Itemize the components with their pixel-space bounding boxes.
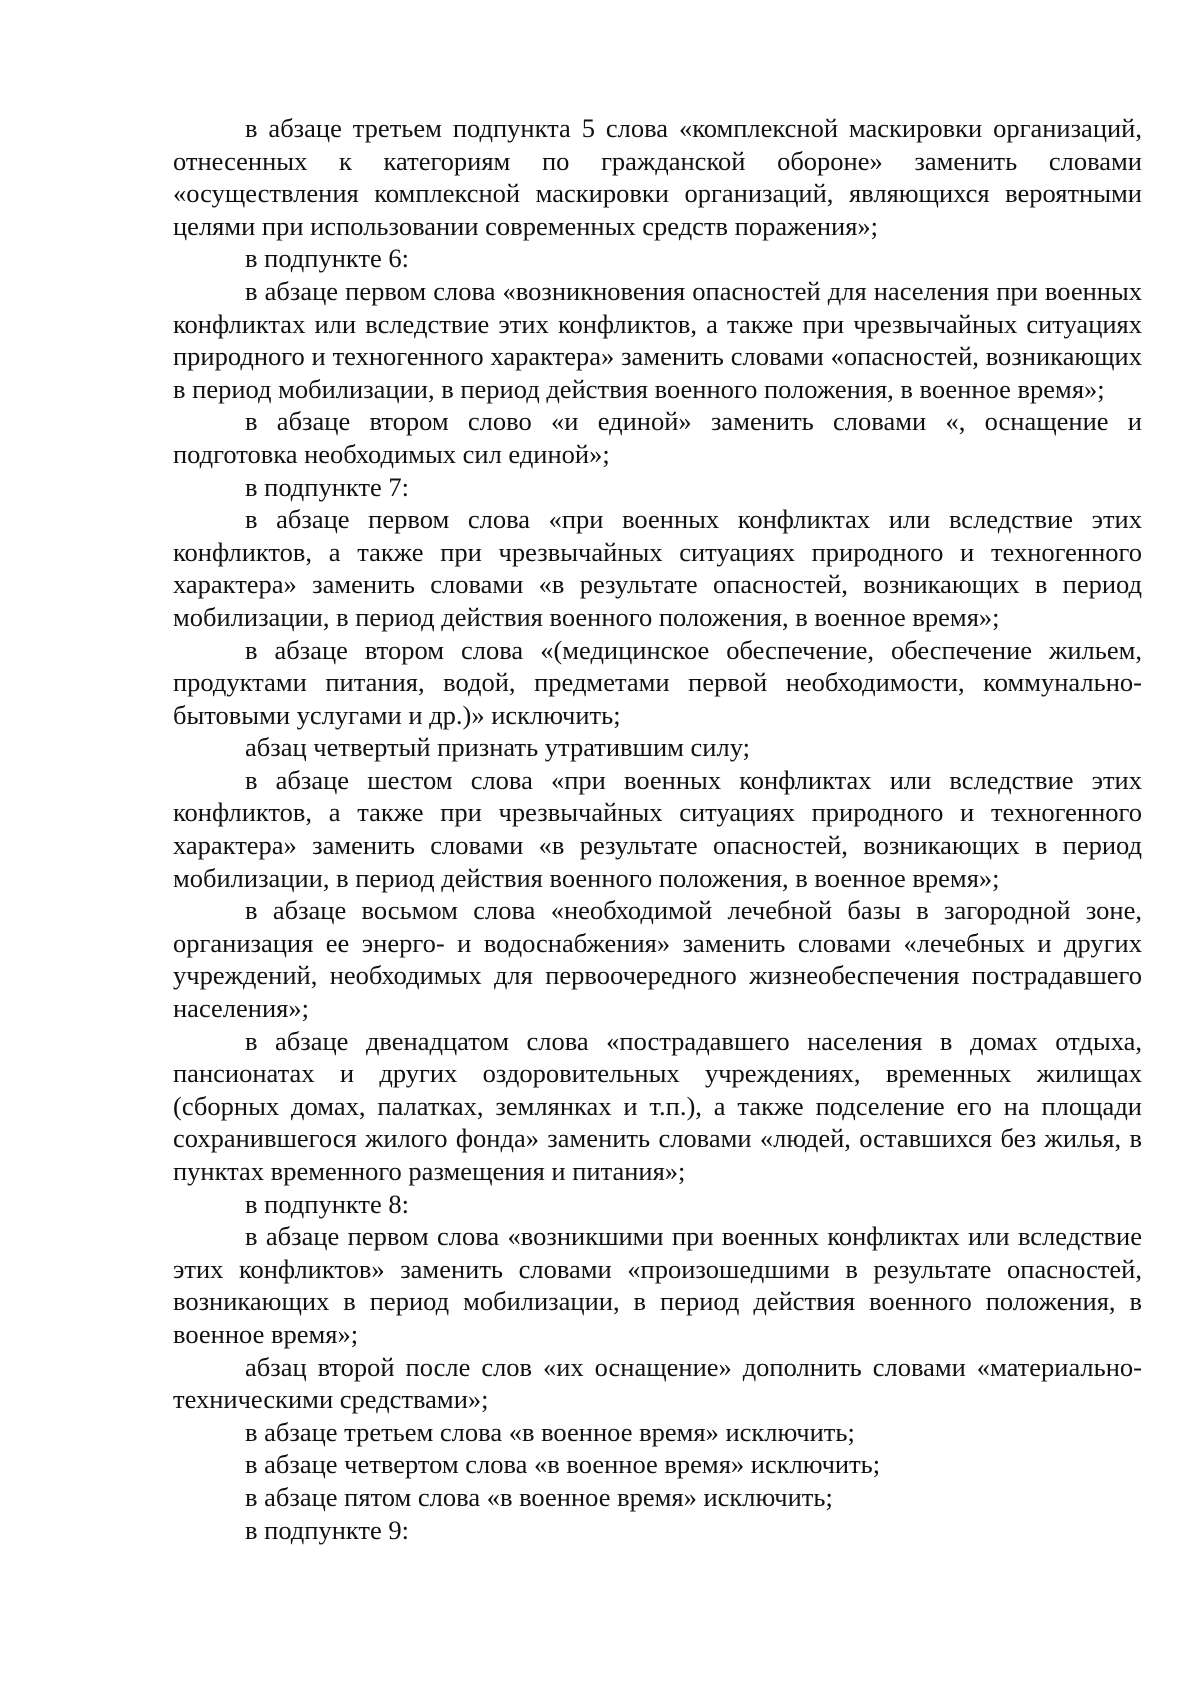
paragraph: в абзаце втором слова «(медицинское обеспечение, обеспечение жильем, продуктами питания, водой, предметами первой необходимости, коммунально-бытовыми услугами и др.)» исключить; xyxy=(173,634,1142,730)
paragraph: абзац четвертый признать утратившим силу; xyxy=(245,732,750,763)
paragraph: в абзаце двенадцатом слова «пострадавшего населения в домах отдыха, пансионатах и других оздоровительных учреждениях, временных жилищах (сборных домах, палатках, землянках и т.п.), а также подселение его на площади сохранившегося жилого фонда» заменить словами «людей, оставшихся без жилья, в пунктах временного размещения и питания»; xyxy=(173,1025,1142,1186)
paragraph: в абзаце первом слова «возникшими при военных конфликтах или вследствие этих конфликтов» заменить словами «произошедшими в результате опасностей, возникающих в период мобилизации, в период действия военного положения, в военное время»; xyxy=(173,1221,1142,1349)
paragraph: в абзаце третьем слова «в военное время» исключить; xyxy=(245,1416,855,1447)
paragraph: абзац второй после слов «их оснащение» дополнить словами «материально-техническими средствами»; xyxy=(173,1351,1142,1415)
document-body xyxy=(173,112,1142,1546)
paragraph: в абзаце восьмом слова «необходимой лечебной базы в загородной зоне, организация ее энерго- и водоснабжения» заменить словами «лечебных и других учреждений, необходимых для первоочередного жизнеобеспечения пострадавшего населения»; xyxy=(173,895,1142,1024)
paragraph: в подпункте 7: xyxy=(245,471,410,502)
paragraph: в абзаце втором слово «и единой» заменить словами «, оснащение и подготовка необходимых сил единой»; xyxy=(173,406,1142,469)
paragraph: в абзаце третьем подпункта 5 слова «комплексной маскировки организаций, отнесенных к категориям по гражданской обороне» заменить словами «осуществления комплексной маскировки организаций, являющихся вероятными целями при использовании современных средств поражения»; xyxy=(173,113,1142,241)
paragraph: в подпункте 8: xyxy=(245,1188,410,1219)
paragraph: в абзаце четвертом слова «в военное время» исключить; xyxy=(245,1449,881,1480)
paragraph: в подпункте 6: xyxy=(245,243,410,274)
paragraph: в подпункте 9: xyxy=(245,1514,410,1545)
paragraph: в абзаце пятом слова «в военное время» исключить; xyxy=(245,1481,833,1512)
paragraph: в абзаце шестом слова «при военных конфликтах или вследствие этих конфликтов, а также при чрезвычайных ситуациях природного и техногенного характера» заменить словами «в результате опасностей, возникающих в период мобилизации, в период действия военного положения, в военное время»; xyxy=(173,764,1142,893)
paragraph: в абзаце первом слова «возникновения опасностей для населения при военных конфликтах или вследствие этих конфликтов, а также при чрезвычайных ситуациях природного и техногенного характера» заменить словами «опасностей, возникающих в период мобилизации, в период действия военного положения, в военное время»; xyxy=(173,275,1142,404)
paragraph: в абзаце первом слова «при военных конфликтах или вследствие этих конфликтов, а также при чрезвычайных ситуациях природного и техногенного характера» заменить словами «в результате опасностей, возникающих в период мобилизации, в период действия военного положения, в военное время»; xyxy=(173,504,1142,632)
